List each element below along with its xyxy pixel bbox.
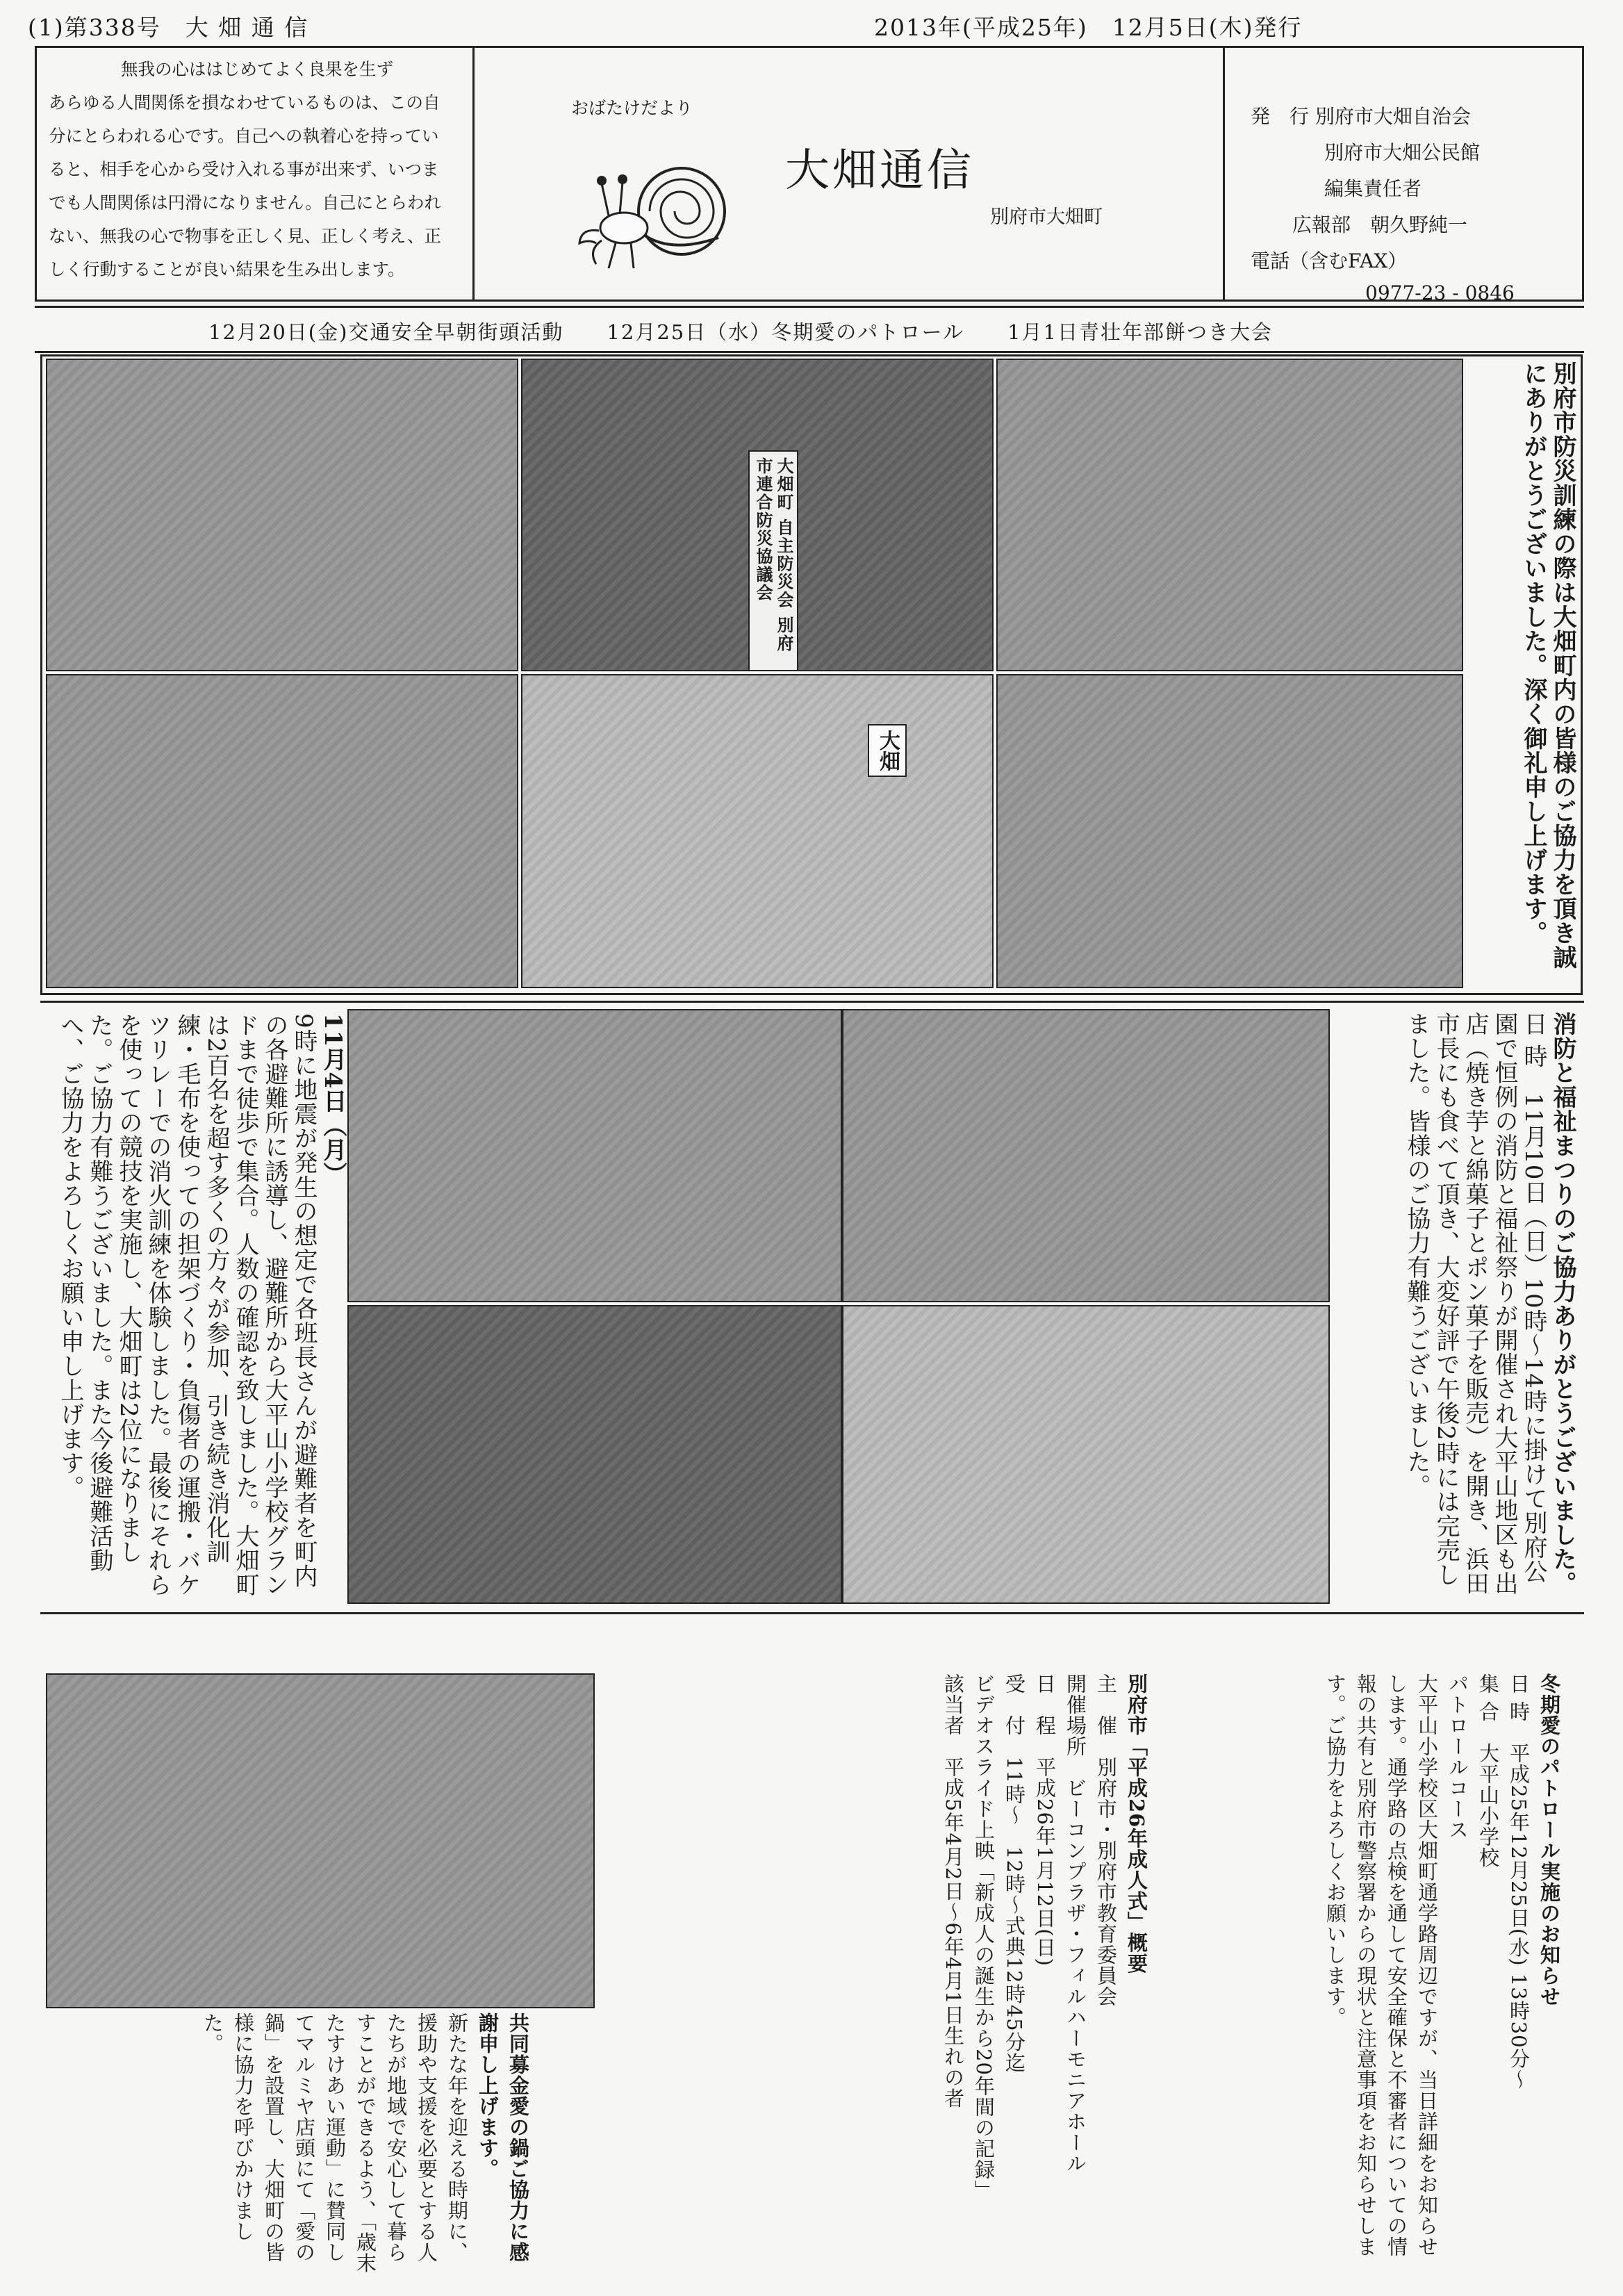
motto-line: ると、相手を心から受け入れる事が出来ず、いつま [49, 159, 439, 179]
patrol-course: パトロールコース [1446, 1673, 1469, 1840]
seijin-date: 日 程 平成26年1月12日(日) [1033, 1673, 1057, 1967]
photo-officials [996, 359, 1463, 671]
patrol-heading: 冬期愛のパトロール実施のお知らせ [1538, 1673, 1561, 2007]
hermit-crab-icon [574, 157, 748, 275]
rule [35, 306, 1584, 308]
rule [35, 351, 1584, 353]
motto-line: しく行動することが良い結果を生み出します。 [49, 259, 405, 279]
photo-stand-crowd [521, 359, 994, 671]
evacuation-date: 11月4日（月） [319, 1013, 347, 1186]
motto-line: ない、無我の心で物事を正しく見、正しく考え、正 [49, 226, 441, 246]
masthead-town: 別府市大畑町 [990, 206, 1103, 228]
photo-banner: 大畑町 自主防災会 別府市連合防災協議会 [748, 450, 798, 671]
seijin-heading: 別府市「平成26年成人式」概要 [1125, 1673, 1148, 1974]
patrol-place: 集 合 大平山小学校 [1476, 1673, 1500, 1869]
festival-article [1338, 1012, 1577, 1604]
photo-line-of-participants [46, 359, 518, 671]
drill-thanks-text: 別府市防災訓練の際は大畑町内の皆様のご協力を頂き誠にありがとうございました。深く御礼申し上げます。 [1519, 361, 1576, 969]
rule [40, 1612, 1584, 1614]
masthead-divider-left [472, 46, 475, 302]
festival-heading: 消防と福祉まつりのご協力ありがとうございました。 [1549, 1012, 1576, 1596]
publisher-line: 発 行 別府市大畑自治会 [1251, 105, 1471, 128]
masthead-divider-right [1223, 46, 1225, 302]
photo-sign: 大畑 [868, 724, 907, 777]
issue-date: 2013年(平成25年) 12月5日(木)発行 [874, 14, 1303, 41]
motto-line: あらゆる人間関係を損なわせているものは、この自 [49, 92, 440, 113]
seijin-venue: 開催場所 ビーコンプラザ・フィルハーモニアホール [1064, 1673, 1087, 2174]
events-bar: 12月20日(金)交通安全早朝街頭活動 12月25日（水）冬期愛のパトロール 1月1日青壮年部餅つき大会 [208, 320, 1273, 344]
photo-schoolyard-gathering [347, 1009, 842, 1302]
photo-carrying [996, 674, 1463, 988]
publisher-line: 広報部 朝久野純一 [1292, 213, 1468, 236]
fund-body: 新たな年を迎える時期に、援助や支援を必要とする人たちが地域で安心して暮らすことができるよう、「歳末たすけあい運動」に賛同してマルミヤ店頭にて「愛の鍋」を設置し、大畑町の皆様に協力を呼びかけました。 [201, 2012, 469, 2274]
patrol-datetime: 日 時 平成25年12月25日(水) 13時30分～ [1507, 1673, 1531, 2090]
publisher-line: 電話（含むFAX） [1251, 249, 1408, 272]
publisher-line: 別府市大畑公民館 [1324, 141, 1481, 164]
masthead-title: 大畑通信 [785, 145, 974, 197]
patrol-article [1176, 1673, 1565, 2257]
motto-line: でも人間関係は円滑になりません。自己にとらわれ [49, 192, 441, 213]
seijin-reception: 受 付 11時～ 12時～式典12時45分迄 [1003, 1673, 1026, 2074]
seijin-shiki-article [659, 1673, 1152, 2257]
publisher-phone: 0977-23 - 0846 [1365, 281, 1515, 304]
photo-ai-no-nabe [46, 1673, 595, 2008]
evacuation-article [44, 1013, 347, 1604]
seijin-host: 主 催 別府市・別府市教育委員会 [1094, 1673, 1118, 2007]
photo-blanket-stretcher [347, 1305, 842, 1604]
rule [40, 1001, 1584, 1003]
photo-group [521, 674, 994, 988]
photo-stretcher [46, 674, 518, 988]
festival-body: 日 時 11月10日（日）10時～14時に掛けて別府公園で恒例の消防と福祉祭りが開催され大平山地区も出店（焼き芋と綿菓子とポン菓子を販売）を開き、浜田市長にも食べて頂き、大変好評で午後2時には完売しました。皆様のご協力有難うございました。 [1403, 1012, 1547, 1596]
fund-heading: 共同募金愛の鍋ご協力に感謝申し上げます。 [476, 2012, 530, 2263]
photo-police-officers [842, 1009, 1330, 1302]
evacuation-body: 9時に地震が発生の想定で各班長さんが避難者を町内の各避難所に誘導し、避難所から大平山小学校グランドまで徒歩で集合。人数の確認を致しました。大畑町は2百名を超す多くの方々が参加、引き続き消化訓練・毛布を使っての担架づくり・負傷者の運搬・バケツリレーでの消火訓練を体験しました。最後にそれらを使っての競技を実施し、大畑町は2位になりました。ご協力有難うございました。また今後避難活動へ、ご協力をよろしくお願い申し上げます。 [56, 1013, 318, 1597]
fund-article [54, 2012, 534, 2277]
issue-number: (1)第338号 大 畑 通 信 [28, 14, 309, 41]
motto-title: 無我の心ははじめてよく良果を生ず [121, 59, 393, 79]
seijin-eligible: 該当者 平成5年4月2日～6年4月1日生れの者 [941, 1673, 965, 2109]
seijin-video: ビデオスライド上映「新成人の誕生から20年間の記録」 [972, 1673, 996, 2201]
publisher-line: 編集責任者 [1324, 177, 1422, 200]
masthead-kana: おばたけだより [571, 98, 693, 118]
motto-line: 分にとらわれる心です。自己への執着心を持ってい [49, 126, 439, 146]
patrol-body: 大平山小学校区大畑町通学路周辺ですが、当日詳細をお知らせします。通学路の点検を通して安全確保と不審者についての情報の共有と別府市警察署からの現状と注意事項をお知らせします。ご協力をよろしくお願いします。 [1324, 1673, 1439, 2257]
photo-bucket-relay [842, 1305, 1330, 1604]
motto-box [49, 53, 466, 286]
